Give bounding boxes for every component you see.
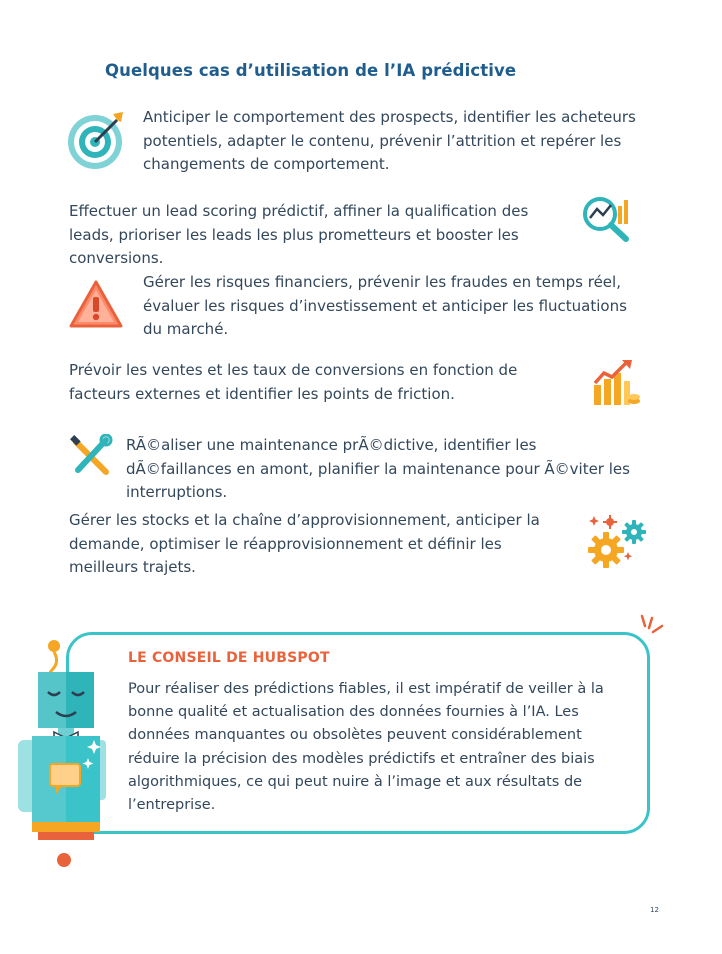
tip-title: LE CONSEIL DE HUBSPOT [128, 650, 330, 666]
page-number: 12 [650, 906, 659, 914]
sparkle-lines-icon [636, 612, 666, 642]
target-icon [67, 110, 129, 172]
tip-text: Pour réaliser des prédictions fiables, il est impératif de veiller à la bonne qualité et actualisation des données fournies à l’IA. Les données manquantes ou obsolètes peuvent considérablement réduire la précision des modèles prédictifs et entraîner des biais algorithmiques, ce qui peut nuire à l’image et aux résultats de l’entreprise. [128, 681, 604, 814]
use-case-text-6: Gérer les stocks et la chaîne d’approvisionnement, anticiper la demande, optimiser le réapprovisionnement et définir les meilleurs trajets. [69, 511, 540, 576]
growth-chart-icon [590, 357, 642, 409]
warning-icon [69, 279, 123, 329]
tools-icon [68, 434, 114, 478]
use-case-text-3: Gérer les risques financiers, prévenir les fraudes en temps réel, évaluer les risques d’investissement et anticiper les fluctuations du marché. [143, 273, 627, 338]
use-case-text-2: Effectuer un lead scoring prédictif, affiner la qualification des leads, prioriser les leads les plus prometteurs et booster les conversions. [69, 202, 529, 267]
magnifier-chart-icon [580, 194, 634, 244]
robot-mascot-icon [14, 636, 106, 870]
section-heading: Quelques cas d’utilisation de l’IA prédictive [105, 61, 517, 80]
use-case-text-5: RÃ©aliser une maintenance prÃ©dictive, identifier les dÃ©faillances en amont, planifier la maintenance pour Ã©viter les interruptions. [126, 436, 630, 501]
use-case-text-4: Prévoir les ventes et les taux de conversions en fonction de facteurs externes et identifier les points de friction. [69, 361, 518, 403]
use-case-text-1: Anticiper le comportement des prospects, identifier les acheteurs potentiels, adapter le contenu, prévenir l’attrition et repérer les changements de comportement. [143, 108, 636, 173]
gears-icon [584, 512, 650, 570]
